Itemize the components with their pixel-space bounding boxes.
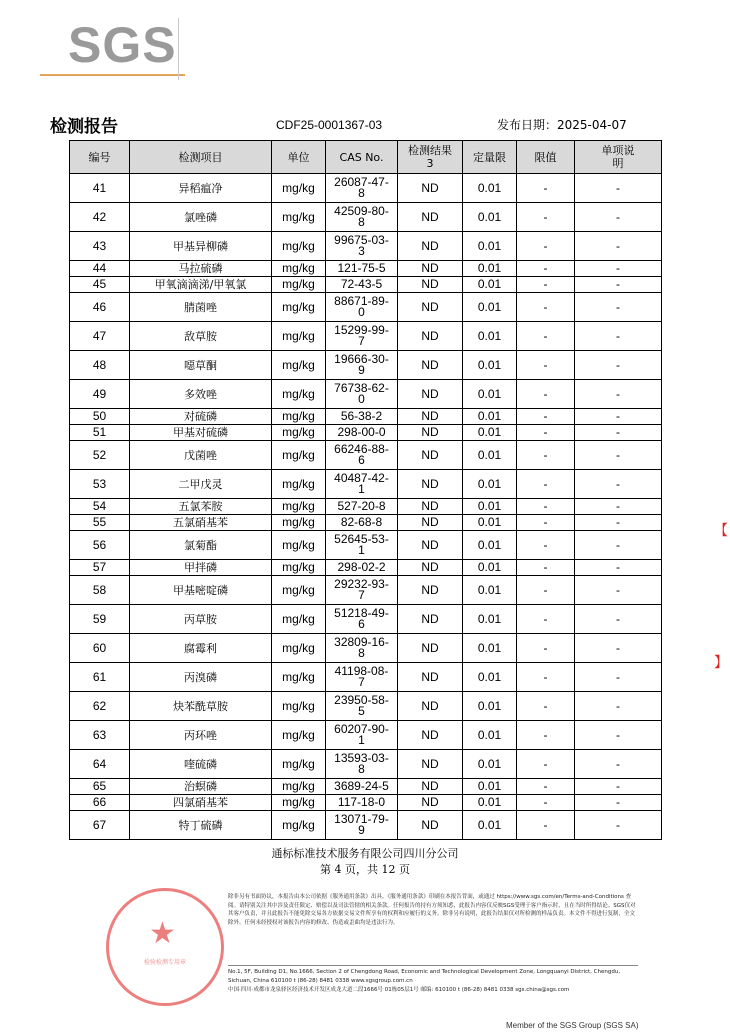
- table-row: [70, 576, 662, 605]
- result: ND: [398, 560, 463, 576]
- test-item: 多效唑: [130, 380, 272, 409]
- result: ND: [398, 721, 463, 750]
- cas-number: 121-75-5: [326, 261, 398, 277]
- quantitation-limit: 0.01: [463, 203, 517, 232]
- row-number: 50: [70, 409, 130, 425]
- unit: mg/kg: [272, 409, 326, 425]
- item-note: -: [575, 576, 662, 605]
- unit: mg/kg: [272, 515, 326, 531]
- cas-number: 56-38-2: [326, 409, 398, 425]
- unit: mg/kg: [272, 277, 326, 293]
- issue-date: [497, 116, 627, 133]
- row-number: 65: [70, 779, 130, 795]
- result: ND: [398, 203, 463, 232]
- result: ND: [398, 232, 463, 261]
- cas-number: 29232-93- 7: [326, 576, 398, 605]
- result: ND: [398, 499, 463, 515]
- address-block: [228, 965, 638, 995]
- cas-number: 23950-58- 5: [326, 692, 398, 721]
- result: ND: [398, 663, 463, 692]
- test-item: 甲基对硫磷: [130, 425, 272, 441]
- test-item: 马拉硫磷: [130, 261, 272, 277]
- cas-number: 66246-88- 6: [326, 441, 398, 470]
- test-item: 炔苯酰草胺: [130, 692, 272, 721]
- cas-number: 32809-16- 8: [326, 634, 398, 663]
- results-table: [69, 140, 662, 840]
- table-row: [70, 293, 662, 322]
- result: ND: [398, 779, 463, 795]
- test-item: 四氯硝基苯: [130, 795, 272, 811]
- test-item: 噁草酮: [130, 351, 272, 380]
- cas-number: 88671-89- 0: [326, 293, 398, 322]
- table-header-row: [70, 141, 662, 174]
- unit: mg/kg: [272, 499, 326, 515]
- quantitation-limit: 0.01: [463, 409, 517, 425]
- member-line: Member of the SGS Group (SGS SA): [506, 1021, 639, 1030]
- limit-value: -: [517, 351, 575, 380]
- result: ND: [398, 811, 463, 840]
- limit-value: -: [517, 779, 575, 795]
- quantitation-limit: 0.01: [463, 515, 517, 531]
- result: ND: [398, 425, 463, 441]
- test-item: 甲基嘧啶磷: [130, 576, 272, 605]
- test-item: 特丁硫磷: [130, 811, 272, 840]
- unit: mg/kg: [272, 750, 326, 779]
- unit: mg/kg: [272, 380, 326, 409]
- table-row: [70, 634, 662, 663]
- table-row: [70, 261, 662, 277]
- limit-value: -: [517, 261, 575, 277]
- item-note: -: [575, 779, 662, 795]
- issue-date-label: 发布日期：: [497, 118, 558, 132]
- unit: mg/kg: [272, 692, 326, 721]
- result: ND: [398, 380, 463, 409]
- table-row: [70, 232, 662, 261]
- quantitation-limit: 0.01: [463, 663, 517, 692]
- limit-value: -: [517, 499, 575, 515]
- row-number: 48: [70, 351, 130, 380]
- limit-value: -: [517, 576, 575, 605]
- table-row: [70, 322, 662, 351]
- row-number: 47: [70, 322, 130, 351]
- row-number: 43: [70, 232, 130, 261]
- item-note: -: [575, 515, 662, 531]
- footer-company: 通标标准技术服务有限公司四川分公司: [271, 847, 459, 860]
- result: ND: [398, 470, 463, 499]
- result: ND: [398, 515, 463, 531]
- test-item: 腐霉利: [130, 634, 272, 663]
- test-item: 二甲戊灵: [130, 470, 272, 499]
- side-bracket-icon: 】: [714, 655, 728, 671]
- limit-value: -: [517, 232, 575, 261]
- limit-value: -: [517, 515, 575, 531]
- cas-number: 298-02-2: [326, 560, 398, 576]
- table-row: [70, 811, 662, 840]
- cas-number: 76738-62- 0: [326, 380, 398, 409]
- item-note: -: [575, 499, 662, 515]
- row-number: 52: [70, 441, 130, 470]
- column-header: 单项说 明: [575, 141, 662, 174]
- item-note: -: [575, 605, 662, 634]
- unit: mg/kg: [272, 322, 326, 351]
- row-number: 46: [70, 293, 130, 322]
- result: ND: [398, 795, 463, 811]
- item-note: -: [575, 663, 662, 692]
- limit-value: -: [517, 560, 575, 576]
- limit-value: -: [517, 663, 575, 692]
- limit-value: -: [517, 277, 575, 293]
- report-title: 检测报告: [50, 117, 118, 137]
- test-item: 氯菊酯: [130, 531, 272, 560]
- stamp-star-icon: ★: [149, 916, 176, 951]
- column-header: 检测结果 3: [398, 141, 463, 174]
- table-row: [70, 560, 662, 576]
- row-number: 60: [70, 634, 130, 663]
- limit-value: -: [517, 721, 575, 750]
- item-note: -: [575, 721, 662, 750]
- limit-value: -: [517, 470, 575, 499]
- result: ND: [398, 441, 463, 470]
- unit: mg/kg: [272, 605, 326, 634]
- item-note: -: [575, 203, 662, 232]
- quantitation-limit: 0.01: [463, 531, 517, 560]
- unit: mg/kg: [272, 779, 326, 795]
- item-note: -: [575, 441, 662, 470]
- limit-value: -: [517, 531, 575, 560]
- table-row: [70, 409, 662, 425]
- unit: mg/kg: [272, 261, 326, 277]
- quantitation-limit: 0.01: [463, 779, 517, 795]
- logo-underline: [40, 74, 185, 76]
- table-row: [70, 692, 662, 721]
- test-item: 丙溴磷: [130, 663, 272, 692]
- quantitation-limit: 0.01: [463, 811, 517, 840]
- result: ND: [398, 322, 463, 351]
- limit-value: -: [517, 322, 575, 351]
- limit-value: -: [517, 174, 575, 203]
- unit: mg/kg: [272, 232, 326, 261]
- test-item: 甲拌磷: [130, 560, 272, 576]
- row-number: 44: [70, 261, 130, 277]
- table-row: [70, 605, 662, 634]
- quantitation-limit: 0.01: [463, 470, 517, 499]
- test-item: 丙环唑: [130, 721, 272, 750]
- unit: mg/kg: [272, 203, 326, 232]
- row-number: 56: [70, 531, 130, 560]
- unit: mg/kg: [272, 531, 326, 560]
- item-note: -: [575, 425, 662, 441]
- test-item: 甲基异柳磷: [130, 232, 272, 261]
- test-item: 五氯硝基苯: [130, 515, 272, 531]
- test-item: 治螟磷: [130, 779, 272, 795]
- result: ND: [398, 409, 463, 425]
- table-row: [70, 351, 662, 380]
- unit: mg/kg: [272, 441, 326, 470]
- column-header: 检测项目: [130, 141, 272, 174]
- test-item: 甲氧滴滴涕/甲氧氯: [130, 277, 272, 293]
- cas-number: 117-18-0: [326, 795, 398, 811]
- row-number: 41: [70, 174, 130, 203]
- unit: mg/kg: [272, 663, 326, 692]
- row-number: 53: [70, 470, 130, 499]
- row-number: 66: [70, 795, 130, 811]
- table-row: [70, 750, 662, 779]
- result: ND: [398, 605, 463, 634]
- quantitation-limit: 0.01: [463, 750, 517, 779]
- row-number: 63: [70, 721, 130, 750]
- table-row: [70, 779, 662, 795]
- quantitation-limit: 0.01: [463, 174, 517, 203]
- test-item: 对硫磷: [130, 409, 272, 425]
- quantitation-limit: 0.01: [463, 692, 517, 721]
- quantitation-limit: 0.01: [463, 425, 517, 441]
- cas-number: 72-43-5: [326, 277, 398, 293]
- item-note: -: [575, 380, 662, 409]
- unit: mg/kg: [272, 721, 326, 750]
- table-row: [70, 499, 662, 515]
- test-item: 戊菌唑: [130, 441, 272, 470]
- limit-value: -: [517, 409, 575, 425]
- quantitation-limit: 0.01: [463, 441, 517, 470]
- cas-number: 82-68-8: [326, 515, 398, 531]
- cas-number: 40487-42- 1: [326, 470, 398, 499]
- result: ND: [398, 277, 463, 293]
- limit-value: -: [517, 380, 575, 409]
- unit: mg/kg: [272, 576, 326, 605]
- cas-number: 13071-79- 9: [326, 811, 398, 840]
- table-row: [70, 515, 662, 531]
- quantitation-limit: 0.01: [463, 795, 517, 811]
- limit-value: -: [517, 293, 575, 322]
- row-number: 54: [70, 499, 130, 515]
- item-note: -: [575, 811, 662, 840]
- report-number: CDF25-0001367-03: [276, 118, 383, 132]
- quantitation-limit: 0.01: [463, 293, 517, 322]
- table-row: [70, 174, 662, 203]
- address-line-en: No.1, 5F, Building D1, No.1666, Section 2 of Chengdong Road, Economic and Technological Development Zone, Longquanyi District, Chengdu, Sichuan, China 610100 t (86-28) 8481 0338 www.sgsgroup.com.cn: [228, 969, 621, 984]
- item-note: -: [575, 750, 662, 779]
- table-row: [70, 470, 662, 499]
- cas-number: 13593-03- 8: [326, 750, 398, 779]
- row-number: 49: [70, 380, 130, 409]
- item-note: -: [575, 795, 662, 811]
- cas-number: 99675-03- 3: [326, 232, 398, 261]
- test-item: 五氯苯胺: [130, 499, 272, 515]
- official-stamp: [106, 888, 224, 1006]
- page-number: 第 4 页，共 12 页: [320, 863, 410, 876]
- cas-number: 52645-53- 1: [326, 531, 398, 560]
- row-number: 62: [70, 692, 130, 721]
- quantitation-limit: 0.01: [463, 351, 517, 380]
- row-number: 64: [70, 750, 130, 779]
- quantitation-limit: 0.01: [463, 576, 517, 605]
- stamp-text: 检验检测专用章: [143, 959, 186, 966]
- quantitation-limit: 0.01: [463, 605, 517, 634]
- table-row: [70, 663, 662, 692]
- item-note: -: [575, 174, 662, 203]
- result: ND: [398, 531, 463, 560]
- limit-value: -: [517, 692, 575, 721]
- row-number: 55: [70, 515, 130, 531]
- row-number: 42: [70, 203, 130, 232]
- item-note: -: [575, 293, 662, 322]
- result: ND: [398, 351, 463, 380]
- unit: mg/kg: [272, 293, 326, 322]
- result: ND: [398, 261, 463, 277]
- item-note: -: [575, 531, 662, 560]
- table-row: [70, 441, 662, 470]
- disclaimer-text: 除非另有书面协议，本报告由本公司依据《服务通用条款》出具。《服务通用条款》印刷在本报告背面，或通过 https://www.sgs.com/en/Terms-and-Conditions 查阅。请特别关注其中涉及责任限定、赔偿以及司法管辖的相关条款。任何报告的持有方须知悉，此报告内容仅反映SGS受理于客户指示时，且在当时所得结论。SGS仅对其客户负责，并且此报告不能免除交易各方依据交易文件所享有的权利和应履行的义务。除非另有说明，此报告结果仅对所检测的样品负责。本文件不得进行复制，全文除外。任何未经授权对该报告内容的修改、伪造或歪曲均是违法行为。: [228, 894, 636, 927]
- item-note: -: [575, 470, 662, 499]
- unit: mg/kg: [272, 174, 326, 203]
- item-note: -: [575, 261, 662, 277]
- limit-value: -: [517, 750, 575, 779]
- quantitation-limit: 0.01: [463, 721, 517, 750]
- table-row: [70, 531, 662, 560]
- result: ND: [398, 174, 463, 203]
- cas-number: 19666-30- 9: [326, 351, 398, 380]
- test-item: 腈菌唑: [130, 293, 272, 322]
- unit: mg/kg: [272, 470, 326, 499]
- unit: mg/kg: [272, 795, 326, 811]
- sgs-logo: SGS: [68, 17, 177, 73]
- limit-value: -: [517, 203, 575, 232]
- test-item: 异稻瘟净: [130, 174, 272, 203]
- result: ND: [398, 634, 463, 663]
- test-item: 氯唑磷: [130, 203, 272, 232]
- limit-value: -: [517, 441, 575, 470]
- column-header: 限值: [517, 141, 575, 174]
- cas-number: 60207-90- 1: [326, 721, 398, 750]
- quantitation-limit: 0.01: [463, 380, 517, 409]
- table-row: [70, 380, 662, 409]
- quantitation-limit: 0.01: [463, 322, 517, 351]
- test-item: 敌草胺: [130, 322, 272, 351]
- cas-number: 3689-24-5: [326, 779, 398, 795]
- address-line-cn: 中国·四川·成都市龙泉驿区经济技术开发区成龙大道二段1666号 01栋05层1号 邮编: 610100 t (86-28) 8481 0338 sgs.china@sgs.com: [228, 987, 570, 993]
- table-row: [70, 721, 662, 750]
- result: ND: [398, 576, 463, 605]
- cas-number: 51218-49- 6: [326, 605, 398, 634]
- unit: mg/kg: [272, 811, 326, 840]
- column-header: 单位: [272, 141, 326, 174]
- unit: mg/kg: [272, 634, 326, 663]
- row-number: 59: [70, 605, 130, 634]
- table-row: [70, 203, 662, 232]
- result: ND: [398, 750, 463, 779]
- unit: mg/kg: [272, 425, 326, 441]
- row-number: 51: [70, 425, 130, 441]
- quantitation-limit: 0.01: [463, 499, 517, 515]
- unit: mg/kg: [272, 351, 326, 380]
- row-number: 45: [70, 277, 130, 293]
- item-note: -: [575, 634, 662, 663]
- row-number: 67: [70, 811, 130, 840]
- quantitation-limit: 0.01: [463, 232, 517, 261]
- limit-value: -: [517, 425, 575, 441]
- logo-divider: [178, 18, 179, 80]
- issue-date-value: 2025-04-07: [557, 118, 627, 132]
- item-note: -: [575, 409, 662, 425]
- item-note: -: [575, 277, 662, 293]
- cas-number: 26087-47- 8: [326, 174, 398, 203]
- item-note: -: [575, 560, 662, 576]
- cas-number: 41198-08- 7: [326, 663, 398, 692]
- table-row: [70, 795, 662, 811]
- column-header: CAS No.: [326, 141, 398, 174]
- row-number: 58: [70, 576, 130, 605]
- side-seal-mark: [712, 520, 730, 670]
- limit-value: -: [517, 795, 575, 811]
- side-bracket-icon: 【: [714, 523, 728, 539]
- row-number: 61: [70, 663, 130, 692]
- cas-number: 42509-80- 8: [326, 203, 398, 232]
- item-note: -: [575, 322, 662, 351]
- cas-number: 527-20-8: [326, 499, 398, 515]
- quantitation-limit: 0.01: [463, 277, 517, 293]
- cas-number: 298-00-0: [326, 425, 398, 441]
- unit: mg/kg: [272, 560, 326, 576]
- cas-number: 15299-99- 7: [326, 322, 398, 351]
- row-number: 57: [70, 560, 130, 576]
- test-item: 丙草胺: [130, 605, 272, 634]
- quantitation-limit: 0.01: [463, 261, 517, 277]
- table-row: [70, 425, 662, 441]
- item-note: -: [575, 692, 662, 721]
- test-item: 喹硫磷: [130, 750, 272, 779]
- column-header: 定量限: [463, 141, 517, 174]
- quantitation-limit: 0.01: [463, 560, 517, 576]
- item-note: -: [575, 351, 662, 380]
- limit-value: -: [517, 634, 575, 663]
- limit-value: -: [517, 811, 575, 840]
- result: ND: [398, 293, 463, 322]
- column-header: 编号: [70, 141, 130, 174]
- result: ND: [398, 692, 463, 721]
- limit-value: -: [517, 605, 575, 634]
- table-row: [70, 277, 662, 293]
- quantitation-limit: 0.01: [463, 634, 517, 663]
- item-note: -: [575, 232, 662, 261]
